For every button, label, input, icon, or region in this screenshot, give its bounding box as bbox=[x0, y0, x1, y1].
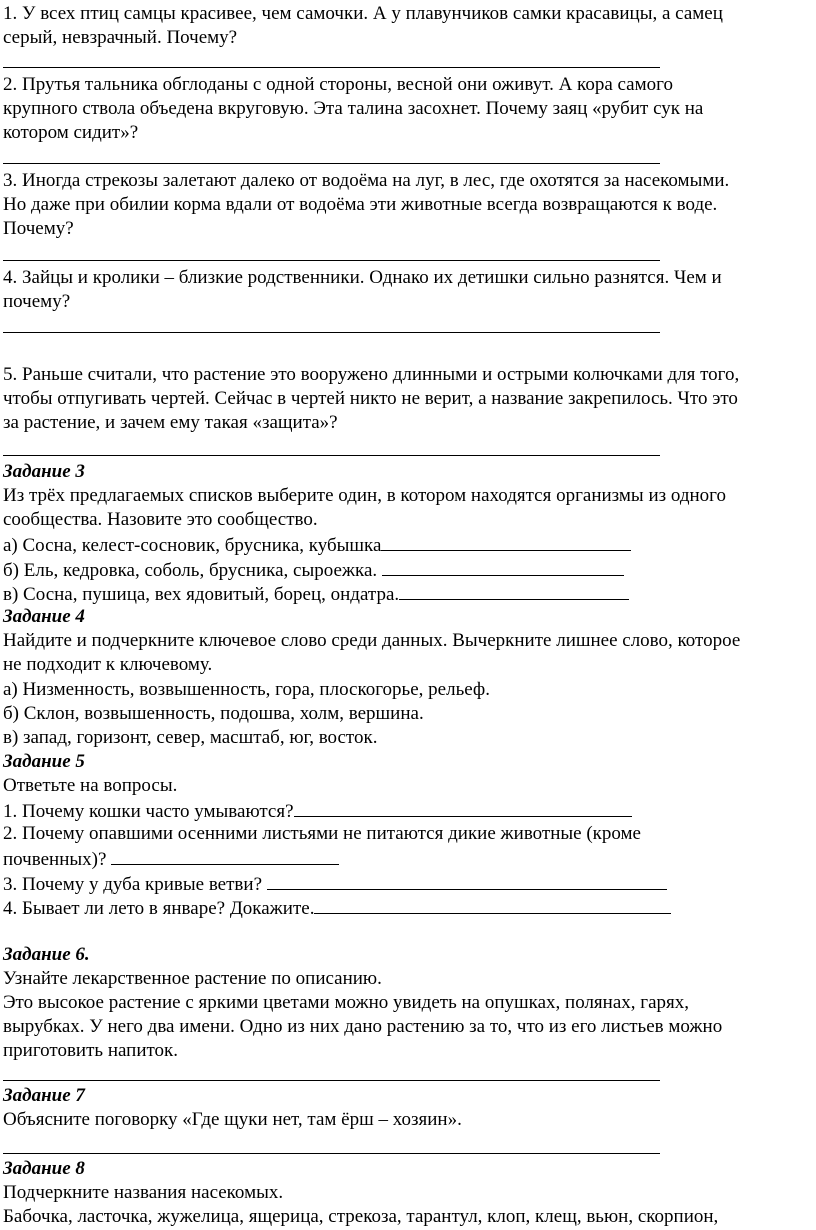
question-3-line-1: 3. Иногда стрекозы залетают далеко от водоёма на луг, в лес, где охотятся за насекомыми. bbox=[3, 170, 730, 191]
task-8-line-2: Бабочка, ласточка, жужелица, ящерица, стрекоза, тарантул, клоп, клещ, вьюн, скорпион, bbox=[3, 1206, 719, 1227]
question-2-line-1: 2. Прутья тальника обглоданы с одной стороны, весной они оживут. А кора самого bbox=[3, 74, 673, 95]
task-6-line-2: Это высокое растение с яркими цветами можно увидеть на опушках, полянах, гарях, bbox=[3, 992, 689, 1013]
answer-line bbox=[3, 1080, 660, 1081]
question-4-line-1: 4. Зайцы и кролики – близкие родственники. Однако их детишки сильно разнятся. Чем и bbox=[3, 267, 722, 288]
question-2-line-3: котором сидит»? bbox=[3, 122, 139, 143]
task-5-heading: Задание 5 bbox=[3, 751, 85, 772]
question-5-line-3: за растение, и зачем ему такая «защита»? bbox=[3, 412, 338, 433]
task-5-question-1 bbox=[3, 798, 814, 824]
answer-line bbox=[3, 163, 660, 164]
answer-blank bbox=[111, 846, 339, 865]
answer-line bbox=[3, 260, 660, 261]
question-4-line-2: почему? bbox=[3, 291, 71, 312]
task-5-intro: Ответьте на вопросы. bbox=[3, 775, 178, 796]
task-5-question-4 bbox=[3, 895, 814, 921]
task-8-line-1: Подчеркните названия насекомых. bbox=[3, 1182, 284, 1203]
question-text: почвенных)? bbox=[3, 849, 112, 870]
task-7-heading: Задание 7 bbox=[3, 1085, 85, 1106]
task-4-option-c: в) запад, горизонт, север, масштаб, юг, восток. bbox=[3, 727, 378, 748]
answer-blank bbox=[294, 798, 632, 817]
task-7-line-1: Объясните поговорку «Где щуки нет, там ёрш – хозяин». bbox=[3, 1109, 462, 1130]
task-3-option-a bbox=[3, 532, 814, 558]
task-4-option-b: б) Склон, возвышенность, подошва, холм, вершина. bbox=[3, 703, 424, 724]
task-4-intro-line-2: не подходит к ключевому. bbox=[3, 654, 213, 675]
task-5-question-3 bbox=[3, 871, 814, 897]
option-text: а) Сосна, келест-сосновик, брусника, кубышка bbox=[3, 535, 382, 556]
task-4-intro-line-1: Найдите и подчеркните ключевое слово среди данных. Вычеркните лишнее слово, которое bbox=[3, 630, 741, 651]
question-3-line-2: Но даже при обилии корма вдали от водоёма эти животные всегда возвращаются к воде. bbox=[3, 194, 718, 215]
answer-line bbox=[3, 67, 660, 68]
task-4-option-a: а) Низменность, возвышенность, гора, плоскогорье, рельеф. bbox=[3, 679, 490, 700]
task-6-line-1: Узнайте лекарственное растение по описанию. bbox=[3, 968, 382, 989]
task-3-heading: Задание 3 bbox=[3, 461, 85, 482]
question-text: 1. Почему кошки часто умываются? bbox=[3, 801, 294, 822]
question-text: 4. Бывает ли лето в январе? Докажите. bbox=[3, 898, 315, 919]
question-1-line-2: серый, невзрачный. Почему? bbox=[3, 27, 238, 48]
question-3-line-3: Почему? bbox=[3, 218, 74, 239]
task-5-question-2-line-1: 2. Почему опавшими осенними листьями не питаются дикие животные (кроме bbox=[3, 823, 641, 844]
answer-blank bbox=[314, 895, 671, 914]
option-text: в) Сосна, пушица, вех ядовитый, борец, ондатра. bbox=[3, 584, 400, 605]
option-text: б) Ель, кедровка, соболь, брусника, сыроежка. bbox=[3, 560, 382, 581]
task-3-intro-line-1: Из трёх предлагаемых списков выберите один, в котором находятся организмы из одного bbox=[3, 485, 726, 506]
question-1-line-1: 1. У всех птиц самцы красивее, чем самочки. А у плавунчиков самки красавицы, а самец bbox=[3, 3, 723, 24]
task-8-heading: Задание 8 bbox=[3, 1158, 85, 1179]
question-5-line-2: чтобы отпугивать чертей. Сейчас в чертей никто не верит, а название закрепилось. Что это bbox=[3, 388, 738, 409]
answer-blank bbox=[381, 532, 631, 551]
task-6-line-4: приготовить напиток. bbox=[3, 1040, 179, 1061]
question-2-line-2: крупного ствола объедена вкруговую. Эта талина засохнет. Почему заяц «рубит сук на bbox=[3, 98, 704, 119]
answer-line bbox=[3, 455, 660, 456]
task-6-line-3: вырубках. У него два имени. Одно из них дано растению за то, что из его листьев можно bbox=[3, 1016, 723, 1037]
answer-line bbox=[3, 1153, 660, 1154]
task-3-intro-line-2: сообщества. Назовите это сообщество. bbox=[3, 509, 318, 530]
answer-blank bbox=[382, 557, 624, 576]
task-3-option-c bbox=[3, 581, 814, 607]
task-5-question-2-line-2 bbox=[3, 846, 814, 872]
answer-line bbox=[3, 332, 660, 333]
question-text: 3. Почему у дуба кривые ветви? bbox=[3, 874, 267, 895]
question-5-line-1: 5. Раньше считали, что растение это вооружено длинными и острыми колючками для того, bbox=[3, 364, 740, 385]
task-6-heading: Задание 6. bbox=[3, 944, 90, 965]
task-4-heading: Задание 4 bbox=[3, 606, 85, 627]
answer-blank bbox=[399, 581, 629, 600]
task-3-option-b bbox=[3, 557, 814, 583]
answer-blank bbox=[267, 871, 667, 890]
